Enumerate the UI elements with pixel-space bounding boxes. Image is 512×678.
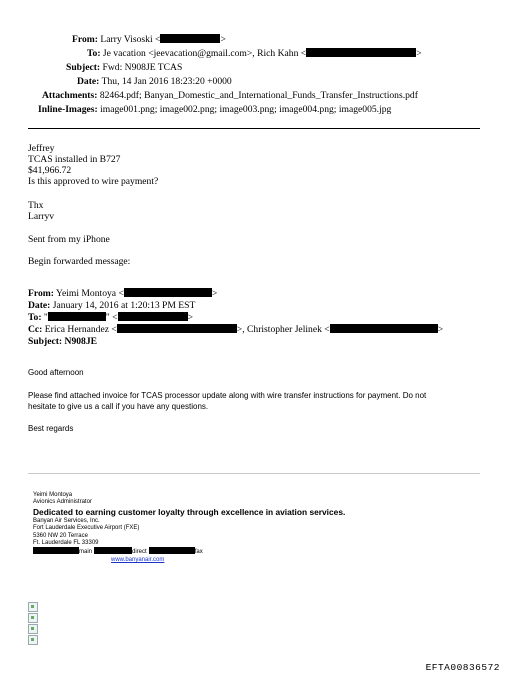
message-closing: Best regards <box>28 424 74 433</box>
redaction <box>94 547 132 554</box>
signature-phones: main direct fax <box>33 547 345 556</box>
signature-company: Banyan Air Services, Inc. <box>33 517 100 524</box>
redaction <box>160 34 220 43</box>
forwarded-notice: Begin forwarded message: <box>28 256 131 267</box>
signature-city: Ft. Lauderdale FL 33309 <box>33 540 99 547</box>
redaction <box>33 547 79 554</box>
broken-image-icon <box>28 602 38 612</box>
header-to: To: Je vacation <jeevacation@gmail.com>, Rich Kahn < > <box>87 48 422 59</box>
body-text: Jeffrey TCAS installed in B727 $41,966.72 Is this approved to wire payment? <box>28 143 159 187</box>
signature-title: Avionics Administrator <box>33 499 92 506</box>
header-divider <box>28 128 480 129</box>
fwd-subject: Subject: N908JE <box>28 336 98 347</box>
signature-street: 5360 NW 20 Terrace <box>33 532 88 539</box>
header-from: From: Larry Visoski < > <box>72 34 226 45</box>
message-greeting: Good afternoon <box>28 368 84 377</box>
redaction <box>306 48 416 57</box>
redaction <box>48 312 106 321</box>
signature-block <box>33 492 345 564</box>
forwarded-header <box>28 288 443 348</box>
signature-airport: Fort Lauderdale Executive Airport (FXE) <box>33 525 140 532</box>
broken-image-icon <box>28 613 38 623</box>
redaction <box>117 324 237 333</box>
header-subject: Subject: Fwd: N908JE TCAS <box>66 62 183 73</box>
fwd-to: To: " " < > <box>28 312 193 323</box>
document-id: EFTA00836572 <box>425 662 500 673</box>
broken-image-icon <box>28 624 38 634</box>
redaction <box>118 312 188 321</box>
website-link[interactable]: www.banyanair.com <box>111 556 165 563</box>
signature-name: Yeimi Montoya <box>33 492 73 498</box>
redaction <box>149 547 195 554</box>
signature-tagline: Dedicated to earning customer loyalty through excellence in aviation services. <box>33 506 346 517</box>
fwd-from: From: Yeimi Montoya < > <box>28 288 218 299</box>
sent-from: Sent from my iPhone <box>28 234 110 245</box>
redaction <box>124 288 212 297</box>
fwd-cc: Cc: Erica Hernandez < >, Christopher Jelinek < > <box>28 324 444 335</box>
header-inline-images: Inline-Images: image001.png; image002.png; image003.png; image004.png; image005.jpg <box>38 104 392 115</box>
body-signoff: Thx Larryv <box>28 200 55 222</box>
signature-divider <box>28 473 480 474</box>
broken-image-icon <box>28 635 38 645</box>
signature-website-row <box>33 557 345 564</box>
fwd-date: Date: January 14, 2016 at 1:20:13 PM EST <box>28 300 196 311</box>
header-attachments: Attachments: 82464.pdf; Banyan_Domestic_and_International_Funds_Transfer_Instructions.pdf <box>42 90 418 101</box>
message-paragraph: Please find attached invoice for TCAS processor update along with wire transfer instructions for payment. Do not hesitate to give us a call if you have any questions. <box>28 391 427 411</box>
redaction <box>330 324 438 333</box>
header-date: Date: Thu, 14 Jan 2016 18:23:20 +0000 <box>77 76 232 87</box>
